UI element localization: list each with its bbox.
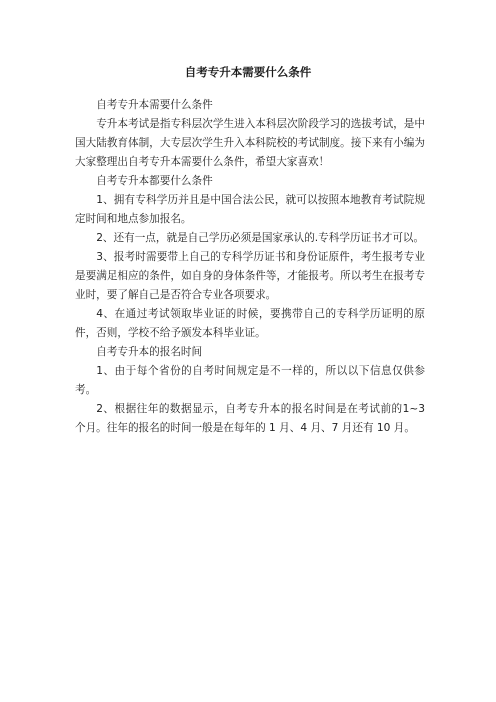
paragraph-heading-3: 自考专升本的报名时间 (96, 346, 203, 358)
paragraph-heading-2: 自考专升本都要什么条件 (96, 175, 213, 187)
paragraph-intro: 专升本考试是指专科层次学生进入本科层次阶段学习的选拔考试，是中国大陆教育体制，大专层次学生升入本科院校的考试制度。接下来有小编为大家整理出自考专升本需要什么条件，希望大家喜欢！ (75, 118, 425, 168)
paragraph-condition-3: 3、报考时需要带上自己的专科学历证书和身份证原件，考生报考专业是要满足相应的条件，如自身的身体条件等，才能报考。所以考生在报考专业时，要了解自己是否符合专业各项要求。 (75, 251, 425, 301)
document-body (75, 96, 425, 438)
paragraph-time-2: 2、根据往年的数据显示，自考专升本的报名时间是在考试前的1~3 个月。往年的报名的时间一般是在每年的 1 月、4 月、7 月还有 10 月。 (75, 403, 425, 434)
document-title: 自考专升本需要什么条件 (184, 65, 312, 79)
paragraph-condition-2: 2、还有一点，就是自己学历必须是国家承认的.专科学历证书才可以。 (96, 232, 425, 244)
paragraph-time-1: 1、由于每个省份的自考时间规定是不一样的，所以以下信息仅供参考。 (75, 365, 425, 396)
paragraph-condition-1: 1、拥有专科学历并且是中国合法公民，就可以按照本地教育考试院规定时间和地点参加报名。 (75, 194, 425, 225)
paragraph-condition-4: 4、在通过考试领取毕业证的时候，要携带自己的专科学历证明的原件，否则，学校不给予颁发本科毕业证。 (75, 308, 425, 339)
paragraph-heading-1: 自考专升本需要什么条件 (96, 99, 213, 111)
